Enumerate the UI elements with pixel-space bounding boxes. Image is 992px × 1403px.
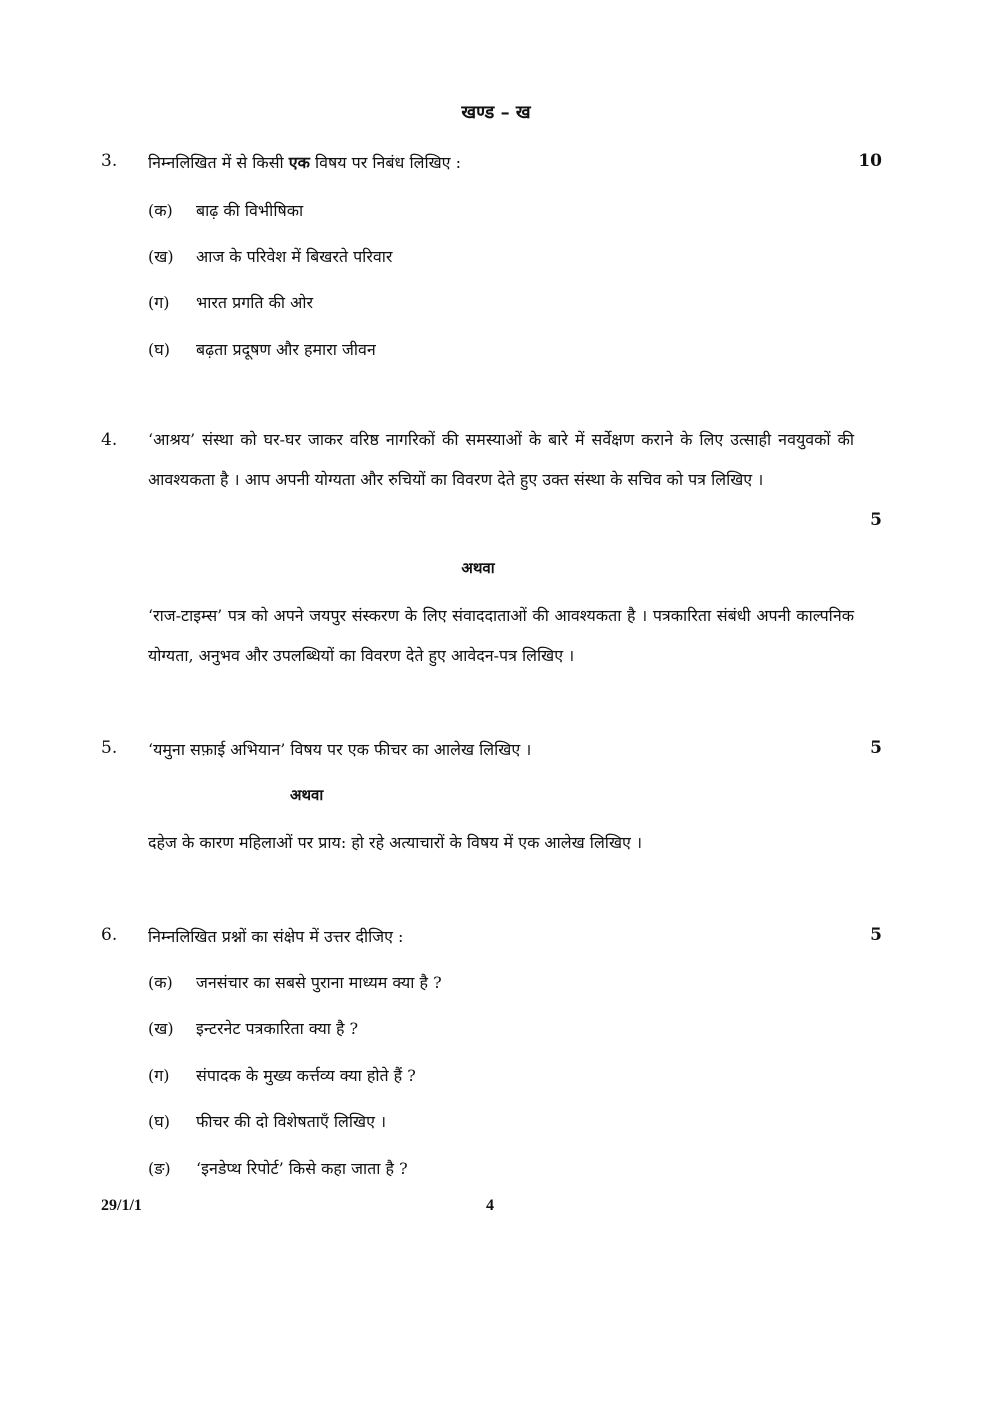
q3-text-bold: एक [288, 153, 310, 172]
q4-number: 4. [101, 430, 118, 450]
q5-text: ‘यमुना सफ़ाई अभियान’ विषय पर एक फीचर का आलेख लिखिए । [148, 740, 532, 759]
q4-marks: 5 [870, 510, 882, 530]
q3-number: 3. [101, 151, 118, 171]
q4-alt-text: ‘राज-टाइम्स’ पत्र को अपने जयपुर संस्करण के लिए संवाददाताओं की आवश्यकता है । पत्रकारिता संबंधी अपनी काल्पनिक योग्यता, अनुभव और उपलब्धियों का विवरण देते हुए आवेदन-पत्र लिखिए । [148, 606, 854, 665]
q3-text-before: निम्नलिखित में से किसी [148, 153, 289, 172]
q5-number: 5. [101, 738, 118, 758]
q3-option-text: भारत प्रगति की ओर [196, 293, 314, 312]
q6-number: 6. [101, 925, 118, 945]
q6-option-label: (क) [148, 973, 173, 992]
q6-option-label: (घ) [148, 1112, 170, 1131]
q6-text: निम्नलिखित प्रश्नों का संक्षेप में उत्तर दीजिए : [148, 927, 404, 946]
q3-marks: 10 [858, 151, 882, 171]
q5-or-label: अथवा [290, 786, 324, 804]
page-number: 4 [486, 1197, 494, 1214]
q3-option-text: बढ़ता प्रदूषण और हमारा जीवन [196, 340, 376, 359]
q6-option-label: (ङ) [148, 1159, 171, 1178]
q3-option-text: बाढ़ की विभीषिका [196, 201, 304, 220]
q5-alt-text: दहेज के कारण महिलाओं पर प्राय: हो रहे अत्याचारों के विषय में एक आलेख लिखिए । [148, 833, 643, 852]
q5-marks: 5 [870, 738, 882, 758]
q3-option-label: (घ) [148, 340, 170, 359]
paper-code: 29/1/1 [101, 1197, 142, 1214]
q4-or-label: अथवा [461, 559, 495, 577]
q3-text [148, 151, 461, 173]
q6-option-text: संपादक के मुख्य कर्त्तव्य क्या होते हैं ? [196, 1066, 416, 1085]
q6-marks: 5 [870, 925, 882, 945]
q3-option-label: (क) [148, 201, 173, 220]
q6-option-text: फीचर की दो विशेषताएँ लिखिए । [196, 1112, 387, 1131]
q4-text: ‘आश्रय’ संस्था को घर-घर जाकर वरिष्ठ नागरिकों की समस्याओं के बारे में सर्वेक्षण कराने के लिए उत्साही नवयुवकों की आवश्यकता है । आप अपनी योग्यता और रुचियों का विवरण देते हुए उक्त संस्था के सचिव को पत्र लिखिए । [148, 430, 854, 489]
q6-option-label: (ख) [148, 1019, 174, 1038]
q6-option-text: इन्टरनेट पत्रकारिता क्या है ? [196, 1019, 359, 1038]
q3-text-after: विषय पर निबंध लिखिए : [309, 153, 461, 172]
q3-option-text: आज के परिवेश में बिखरते परिवार [196, 247, 393, 266]
section-title: खण्ड – ख [461, 102, 531, 123]
q6-option-text: जनसंचार का सबसे पुराना माध्यम क्या है ? [196, 973, 442, 992]
q6-option-text: ‘इनडेप्थ रिपोर्ट’ किसे कहा जाता है ? [196, 1159, 408, 1178]
q3-option-label: (ख) [148, 247, 174, 266]
q3-option-label: (ग) [148, 293, 170, 312]
q6-option-label: (ग) [148, 1066, 170, 1085]
